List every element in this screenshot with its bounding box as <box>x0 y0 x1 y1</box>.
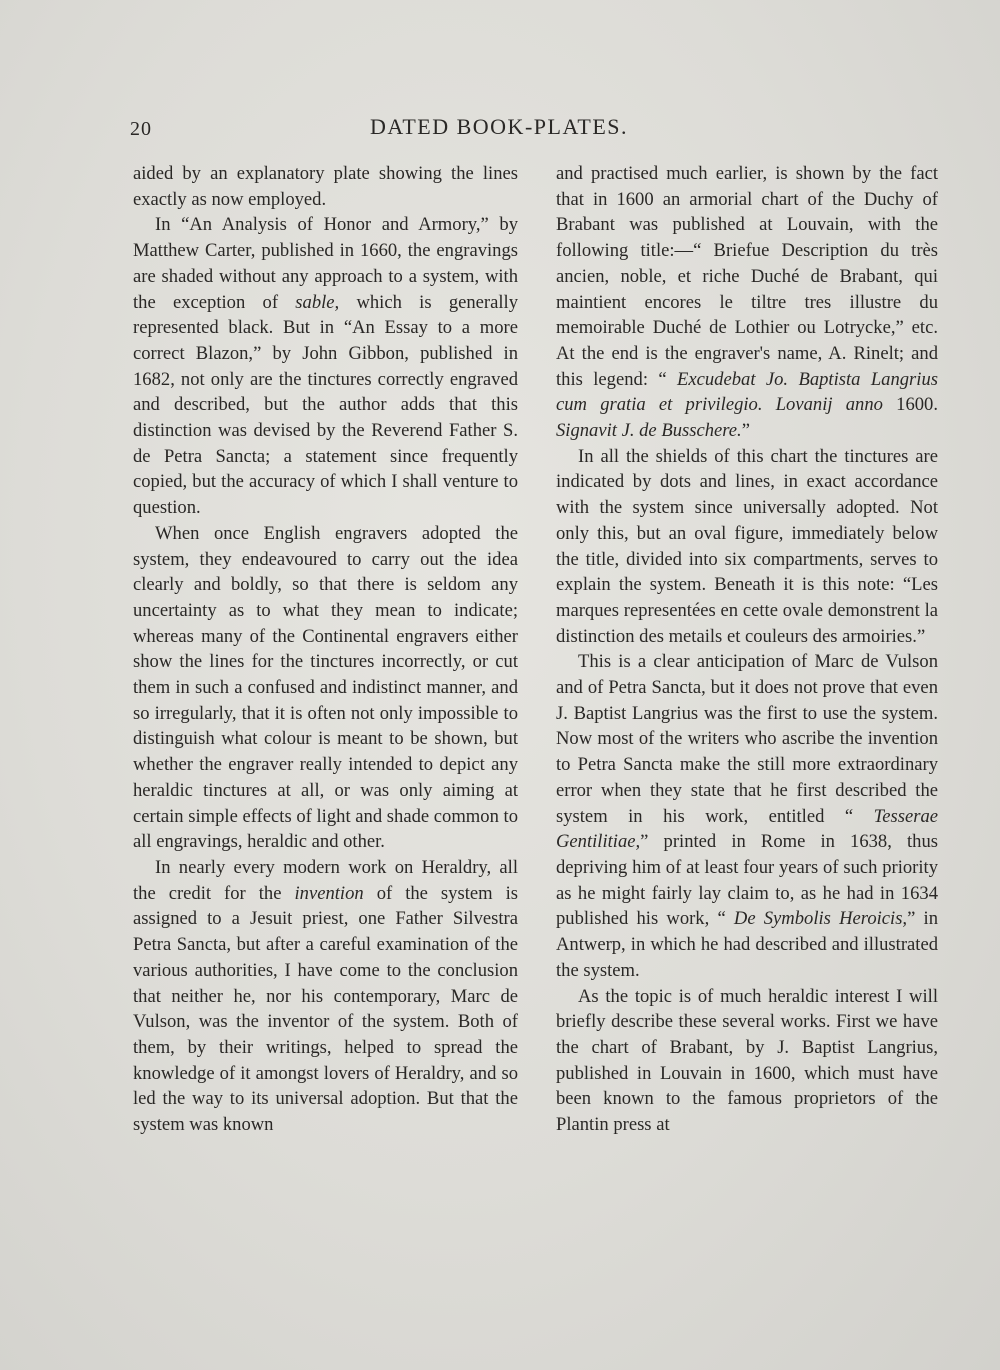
paragraph <box>133 212 518 520</box>
right-column <box>556 161 938 1138</box>
running-title: DATED BOOK-PLATES. <box>370 114 628 139</box>
text-run: 1600. <box>882 394 938 416</box>
paragraph: When once English engravers adopted the system, they endeavoured to carry out the idea clearly and boldly, so that there is seldom any uncertainty as to what they mean to indicate; whereas many of the Continental engravers either show the lines for the tinctures incorrectly, or cut them in such a confused and indistinct manner, and so irregularly, that it is often not only impossible to distinguish what colour is meant to be shown, but whether the engraver really intended to depict any heraldic tinctures at all, or was only aiming at certain simple effects of light and shade common to all engravings, heraldic and other. <box>133 522 518 853</box>
text-run: ” printed in Rome in 1638, thus depriving him of at least four years of such priority as he might fairly lay claim to, as he had in 1634 published his work, “ <box>556 831 938 930</box>
left-column <box>133 161 518 1138</box>
paragraph <box>133 855 518 1138</box>
text-run: In nearly every modern work on Heraldry, all the credit for the <box>133 856 518 904</box>
text-run: This is a clear anticipation of Marc de Vulson and of Petra Sancta, but it does not prove that even J. Baptist Langrius was the first to use the system. Now most of the writers who ascribe the invention to Petra Sancta make the still more extraordinary error when they state that he first described the system in his work, entitled “ <box>556 651 938 827</box>
paragraph: In all the shields of this chart the tinctures are indicated by dots and lines, in exact accordance with the system since universally adopted. Not only this, but an oval figure, immediately below the title, divided into six compartments, serves to explain the system. Beneath it is this note: “Les marques representées en cette ovale demonstrent la distinction des metails et couleurs des armoiries.” <box>556 445 938 647</box>
text-run: of the system is assigned to a Jesuit priest, one Father Silvestra Petra Sancta, but after a careful examination of the various authorities, I have come to the conclusion that neither he, nor his contemporary, Marc de Vulson, was the inventor of the system. Both of them, by their writings, helped to spread the knowledge of it amongst lovers of Heraldry, and so led the way to its universal adoption. But that the system was known <box>133 882 518 1136</box>
text-run: which is generally represented black. But in “An Essay to a more correct Blazon,” by John Gibbon, published in 1682, not only are the tinctures correctly engraved and described, but the author adds that this distinction was devised by the Reverend Father S. de Petra Sancta; a statement since frequently copied, but the accuracy of which I shall venture to question. <box>133 291 518 519</box>
italic-title: Tesserae Gentilitiae, <box>556 805 938 853</box>
italic-title: De Symbolis Heroicis, <box>733 908 908 930</box>
paragraph <box>556 161 938 444</box>
italic-term: invention <box>294 882 364 904</box>
italic-term: sable, <box>295 291 340 313</box>
text-run: and practised much earlier, is shown by the fact that in 1600 an armorial chart of the Duchy of Brabant was published at Louvain, with the following title:—“ Briefue Description du très ancien, noble, et riche Duché de Brabant, qui maintient encores le tiltre tres illustre du memoirable Duché de Lothier ou Lotrycke,” etc. At the end is the engraver's name, A. Rinelt; and this legend: “ <box>556 163 938 390</box>
page-number: 20 <box>130 118 152 140</box>
paragraph: aided by an explanatory plate showing the lines exactly as now employed. <box>133 163 518 210</box>
italic-legend: Excudebat Jo. Baptista Langrius cum gratia et privilegio. Lovanij anno <box>556 368 938 416</box>
text-run: ” <box>741 420 750 442</box>
paragraph: As the topic is of much heraldic interest I will briefly describe these several works. First we have the chart of Brabant, by J. Baptist Langrius, published in Louvain in 1600, which must have been known to the famous proprietors of the Plantin press at <box>556 985 938 1136</box>
paragraph <box>556 649 938 983</box>
italic-legend: Signavit J. de Busschere. <box>556 420 742 442</box>
text-run: ” in Antwerp, in which he had described and illustrated the system. <box>556 908 939 981</box>
text-run: In “An Analysis of Honor and Armory,” by Matthew Carter, published in 1660, the engravings are shaded without any approach to a system, with the exception of <box>133 214 518 313</box>
